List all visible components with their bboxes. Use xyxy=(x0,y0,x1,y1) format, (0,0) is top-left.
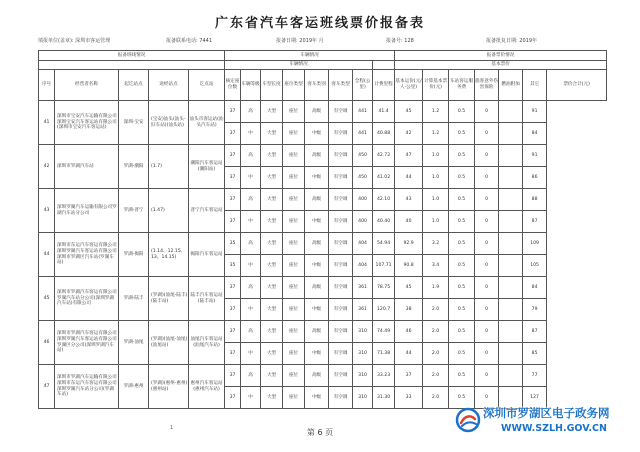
cell-level: 高 xyxy=(241,321,261,343)
row-company: 深圳市罗湖汽车客运有限公司罗湖汽车站分公司(深圳罗湖汽车站)有限公司 xyxy=(55,277,119,321)
cell-mileage: 310 xyxy=(353,343,373,365)
cell-type: 大型 xyxy=(261,189,283,211)
cell-level: 高 xyxy=(241,365,261,387)
cell-dist: 78.75 xyxy=(373,277,395,299)
cell-fuel: 0 xyxy=(475,387,499,409)
cell-seats: 37 xyxy=(225,365,241,387)
cell-mileage: 361 xyxy=(353,277,373,299)
col-dist: 计费里程 xyxy=(373,70,395,101)
cell-aircon: 有空调 xyxy=(329,387,353,409)
cell-seat-type: 座位 xyxy=(283,211,305,233)
cell-station-fee: 1.2 xyxy=(423,123,449,145)
cell-aircon: 有空调 xyxy=(329,101,353,123)
cell-dist: 40.88 xyxy=(373,123,395,145)
cell-aircon: 有空调 xyxy=(329,233,353,255)
cell-dist: 42.72 xyxy=(373,145,395,167)
cell-other xyxy=(499,233,523,255)
cell-seats: 37 xyxy=(225,321,241,343)
cell-dist: 40.40 xyxy=(373,211,395,233)
cell-aircon: 有空调 xyxy=(329,277,353,299)
cell-base-fare: 33 xyxy=(395,387,423,409)
cell-aircon: 有空调 xyxy=(329,123,353,145)
cell-other xyxy=(499,365,523,387)
row-terminal: 汕头市客运站(汕头汽车站) xyxy=(189,101,225,145)
col-category: 客车类别 xyxy=(305,70,329,101)
cell-insurance: 0.5 xyxy=(449,255,475,277)
cell-other xyxy=(499,255,523,277)
cell-aircon: 有空调 xyxy=(329,299,353,321)
cell-fuel: 0 xyxy=(475,343,499,365)
cell-dist: 31.30 xyxy=(373,387,395,409)
row-seq: 47 xyxy=(39,365,55,409)
row-company: 深圳市东运汽车客运有限公司深圳罗湖汽车客运站有限公司深圳市罗湖区汽车站(罗湖车站) xyxy=(55,233,119,277)
col-fuel: 燃油附加 xyxy=(499,70,523,101)
row-stops: (1.14、12.15、13、14.15) xyxy=(149,233,189,277)
col-insurance: 旅客意外伤害保险 xyxy=(475,70,499,101)
cell-other xyxy=(499,101,523,123)
cell-total: 79 xyxy=(523,299,547,321)
cell-kind: 中级 xyxy=(305,211,329,233)
row-origin: 深圳-宝安 xyxy=(119,101,149,145)
cell-seats: 37 xyxy=(225,167,241,189)
cell-type: 大型 xyxy=(261,321,283,343)
col-other: 其它 xyxy=(523,70,547,101)
page-tick: 1 xyxy=(170,425,174,431)
cell-seat-type: 座位 xyxy=(283,145,305,167)
cell-insurance: 0.5 xyxy=(449,387,475,409)
cell-mileage: 450 xyxy=(353,145,373,167)
cell-type: 大型 xyxy=(261,211,283,233)
table-row xyxy=(39,321,607,343)
cell-base-fare: 43 xyxy=(395,189,423,211)
cell-seats: 37 xyxy=(225,189,241,211)
cell-station-fee: 2.0 xyxy=(423,299,449,321)
cell-other xyxy=(499,189,523,211)
cell-kind: 高级 xyxy=(305,365,329,387)
cell-insurance: 0.5 xyxy=(449,123,475,145)
cell-total: 84 xyxy=(523,277,547,299)
cell-total: 91 xyxy=(523,145,547,167)
col-class: 车辆等级 xyxy=(241,70,261,101)
cell-fuel: 0 xyxy=(475,233,499,255)
header-left-group: 报备班线情况 xyxy=(39,51,225,61)
cell-aircon: 有空调 xyxy=(329,343,353,365)
cell-insurance: 0.5 xyxy=(449,365,475,387)
cell-station-fee: 3.2 xyxy=(423,233,449,255)
cell-kind: 中级 xyxy=(305,343,329,365)
cell-other xyxy=(499,211,523,233)
cell-type: 大型 xyxy=(261,365,283,387)
row-origin: 罗湖-汕尾 xyxy=(119,321,149,365)
cell-dist: 41.4 xyxy=(373,101,395,123)
row-origin: 罗湖-潮阳 xyxy=(119,145,149,189)
watermark-site-url: WWW.SZLH.GOV.CN xyxy=(501,423,607,434)
cell-fuel: 0 xyxy=(475,189,499,211)
watermark-site-name: 深圳市罗湖区电子政务网 xyxy=(483,406,610,420)
cell-station-fee: 1.2 xyxy=(423,101,449,123)
col-seat-type: 座位类型 xyxy=(283,70,305,101)
cell-station-fee: 1.0 xyxy=(423,145,449,167)
cell-station-fee: 1.0 xyxy=(423,167,449,189)
cell-other xyxy=(499,343,523,365)
cell-seat-type: 座位 xyxy=(283,233,305,255)
cell-seat-type: 座位 xyxy=(283,299,305,321)
cell-seat-type: 座位 xyxy=(283,365,305,387)
cell-base-fare: 46 xyxy=(395,321,423,343)
cell-base-fare: 44 xyxy=(395,167,423,189)
col-terminal: 讫点站 xyxy=(189,70,225,101)
header-fare-group: 基本票价 xyxy=(395,61,607,70)
cell-insurance: 0.5 xyxy=(449,211,475,233)
row-origin: 罗湖-惠州 xyxy=(119,365,149,409)
cell-level: 中 xyxy=(241,255,261,277)
page-number: 第 6 页 xyxy=(306,428,334,437)
cell-total: 87 xyxy=(523,321,547,343)
cell-mileage: 404 xyxy=(353,233,373,255)
cell-level: 高 xyxy=(241,189,261,211)
col-type: 客车类型 xyxy=(329,70,353,101)
row-stops: (罗湖)(汕尾-陆丰)(陆丰站) xyxy=(149,277,189,321)
cell-insurance: 0.5 xyxy=(449,145,475,167)
cell-type: 大型 xyxy=(261,145,283,167)
col-origin: 起讫站点 xyxy=(119,70,149,101)
row-seq: 42 xyxy=(39,145,55,189)
cell-mileage: 441 xyxy=(353,123,373,145)
cell-base-fare: 45 xyxy=(395,277,423,299)
cell-base-fare: 44 xyxy=(395,343,423,365)
cell-type: 大型 xyxy=(261,387,283,409)
cell-dist: 107.71 xyxy=(373,255,395,277)
cell-fuel: 0 xyxy=(475,167,499,189)
row-stops: (罗湖)(惠州-惠州)(惠州站) xyxy=(149,365,189,409)
cell-seat-type: 座位 xyxy=(283,277,305,299)
col-seats: 核定座位数 xyxy=(225,70,241,101)
cell-aircon: 有空调 xyxy=(329,321,353,343)
cell-mileage: 310 xyxy=(353,365,373,387)
row-company: 深圳市罗湖汽车站 xyxy=(55,145,119,189)
cell-seat-type: 座位 xyxy=(283,321,305,343)
cell-dist: 42.10 xyxy=(373,189,395,211)
cell-base-fare: 47 xyxy=(395,145,423,167)
row-terminal: 潮阳汽车客运站(潮阳站) xyxy=(189,145,225,189)
col-mileage: 全程(公里) xyxy=(353,70,373,101)
cell-level: 高 xyxy=(241,101,261,123)
cell-base-fare: 37 xyxy=(395,365,423,387)
cell-seats: 35 xyxy=(225,233,241,255)
cell-fuel: 0 xyxy=(475,123,499,145)
row-stops: (1.7) xyxy=(149,145,189,189)
cell-kind: 高级 xyxy=(305,189,329,211)
cell-total: 109 xyxy=(523,233,547,255)
cell-seats: 37 xyxy=(225,277,241,299)
row-terminal: 汕尾汽车客运站(汕尾汽车站) xyxy=(189,321,225,365)
row-origin: 罗湖-揭阳 xyxy=(119,233,149,277)
cell-total: 88 xyxy=(523,189,547,211)
approval-number: 报备号: 128 xyxy=(386,38,414,44)
cell-station-fee: 1.0 xyxy=(423,189,449,211)
cell-station-fee: 2.0 xyxy=(423,387,449,409)
table-row xyxy=(39,233,607,255)
cell-fuel: 0 xyxy=(475,321,499,343)
fill-unit: 填报单位(盖章): 深圳市客运管理 xyxy=(38,38,111,44)
cell-type: 大型 xyxy=(261,343,283,365)
cell-total: 86 xyxy=(523,167,547,189)
report-date: 报备日期: 2019年 月 xyxy=(276,38,324,44)
gov-logo-icon xyxy=(455,407,481,433)
cell-insurance: 0.5 xyxy=(449,299,475,321)
cell-kind: 中级 xyxy=(305,299,329,321)
cell-level: 中 xyxy=(241,167,261,189)
cell-base-fare: 45 xyxy=(395,101,423,123)
row-company: 深圳市宝安汽车运输有限公司深圳宝安汽车客运站有限公司(深圳市宝安汽车客运站) xyxy=(55,101,119,145)
cell-level: 高 xyxy=(241,277,261,299)
cell-insurance: 0.5 xyxy=(449,189,475,211)
cell-fuel: 0 xyxy=(475,365,499,387)
cell-fuel: 0 xyxy=(475,101,499,123)
row-terminal: 惠州汽车客运站(惠州汽车站) xyxy=(189,365,225,409)
cell-type: 大型 xyxy=(261,101,283,123)
cell-dist: 54.94 xyxy=(373,233,395,255)
cell-total: 85 xyxy=(523,343,547,365)
cell-kind: 高级 xyxy=(305,145,329,167)
col-base-rate: 基本运价(元/人·公里) xyxy=(395,70,423,101)
cell-type: 大型 xyxy=(261,277,283,299)
col-total: 票价合计(元) xyxy=(547,70,607,101)
cell-insurance: 0.5 xyxy=(449,321,475,343)
cell-seat-type: 座位 xyxy=(283,167,305,189)
cell-station-fee: 1.9 xyxy=(423,277,449,299)
cell-total: 91 xyxy=(523,101,547,123)
cell-mileage: 450 xyxy=(353,167,373,189)
cell-seats: 37 xyxy=(225,299,241,321)
row-company: 深圳市罗湖汽车运输有限公司深圳市东运汽车客运有限公司深圳罗湖汽车站分公司(罗湖车站) xyxy=(55,365,119,409)
cell-other xyxy=(499,321,523,343)
header-right-group: 报备票价情况 xyxy=(395,51,607,61)
row-seq: 41 xyxy=(39,101,55,145)
cell-mileage: 361 xyxy=(353,299,373,321)
fare-table xyxy=(38,50,607,409)
row-origin: 罗湖-陆丰 xyxy=(119,277,149,321)
cell-kind: 中级 xyxy=(305,167,329,189)
cell-type: 大型 xyxy=(261,167,283,189)
cell-dist: 71.38 xyxy=(373,343,395,365)
row-terminal: 普宁汽车客运站 xyxy=(189,189,225,233)
row-seq: 43 xyxy=(39,189,55,233)
cell-fuel: 0 xyxy=(475,255,499,277)
cell-type: 大型 xyxy=(261,255,283,277)
row-stops: (1.47) xyxy=(149,189,189,233)
cell-kind: 中级 xyxy=(305,255,329,277)
cell-aircon: 有空调 xyxy=(329,211,353,233)
cell-station-fee: 3.4 xyxy=(423,255,449,277)
cell-base-fare: 38 xyxy=(395,299,423,321)
cell-aircon: 有空调 xyxy=(329,189,353,211)
cell-seat-type: 座位 xyxy=(283,343,305,365)
cell-kind: 中级 xyxy=(305,123,329,145)
cell-seats: 37 xyxy=(225,343,241,365)
cell-dist: 33.23 xyxy=(373,365,395,387)
row-seq: 46 xyxy=(39,321,55,365)
cell-base-fare: 90.8 xyxy=(395,255,423,277)
cell-kind: 高级 xyxy=(305,233,329,255)
cell-mileage: 404 xyxy=(353,255,373,277)
cell-station-fee: 2.0 xyxy=(423,321,449,343)
cell-dist: 120.7 xyxy=(373,299,395,321)
cell-seat-type: 座位 xyxy=(283,387,305,409)
cell-seat-type: 座位 xyxy=(283,255,305,277)
cell-base-fare: 92.9 xyxy=(395,233,423,255)
cell-level: 中 xyxy=(241,123,261,145)
site-watermark xyxy=(455,403,637,447)
table-row xyxy=(39,145,607,167)
page-title: 广东省汽车客运班线票价报备表 xyxy=(214,16,425,31)
row-terminal: 揭阳汽车客运站 xyxy=(189,233,225,277)
row-seq: 45 xyxy=(39,277,55,321)
cell-kind: 高级 xyxy=(305,321,329,343)
cell-total: 84 xyxy=(523,123,547,145)
cell-fuel: 0 xyxy=(475,299,499,321)
row-company: 深圳罗湖汽车运输有限公司罗湖汽车站分公司 xyxy=(55,189,119,233)
fare-table-container xyxy=(38,50,606,409)
table-row xyxy=(39,365,607,387)
row-seq: 44 xyxy=(39,233,55,277)
cell-total: 127 xyxy=(523,387,547,409)
cell-level: 中 xyxy=(241,387,261,409)
cell-other xyxy=(499,123,523,145)
filed-date: 报备批复日期: 2019年 xyxy=(486,38,537,44)
cell-insurance: 0.5 xyxy=(449,343,475,365)
cell-aircon: 有空调 xyxy=(329,255,353,277)
cell-seats: 37 xyxy=(225,211,241,233)
cell-fuel: 0 xyxy=(475,211,499,233)
cell-insurance: 0.5 xyxy=(449,277,475,299)
cell-mileage: 310 xyxy=(353,387,373,409)
cell-type: 大型 xyxy=(261,123,283,145)
cell-base-fare: 40 xyxy=(395,211,423,233)
header-vehicle: 车辆情况 xyxy=(225,61,373,70)
cell-seats: 37 xyxy=(225,387,241,409)
cell-station-fee: 2.0 xyxy=(423,343,449,365)
col-stops: 途经站点 xyxy=(149,70,189,101)
cell-seat-type: 座位 xyxy=(283,123,305,145)
col-station-fee: 车站客运服务费 xyxy=(449,70,475,101)
contact-phone: 报备联系电话: 7441 xyxy=(166,38,212,44)
cell-level: 中 xyxy=(241,343,261,365)
cell-level: 中 xyxy=(241,299,261,321)
cell-type: 大型 xyxy=(261,233,283,255)
cell-seat-type: 座位 xyxy=(283,101,305,123)
header-mid-group: 车辆情况 xyxy=(225,51,395,61)
cell-dist: 74.49 xyxy=(373,321,395,343)
cell-type: 大型 xyxy=(261,299,283,321)
cell-station-fee: 1.0 xyxy=(423,211,449,233)
row-terminal: 陆丰汽车客运站(陆丰站) xyxy=(189,277,225,321)
table-row xyxy=(39,277,607,299)
cell-other xyxy=(499,277,523,299)
cell-base-fare: 42 xyxy=(395,123,423,145)
cell-level: 高 xyxy=(241,145,261,167)
cell-level: 中 xyxy=(241,211,261,233)
cell-insurance: 0.5 xyxy=(449,167,475,189)
cell-mileage: 310 xyxy=(353,321,373,343)
cell-other xyxy=(499,145,523,167)
col-company: 经营者名称 xyxy=(55,70,119,101)
cell-level: 高 xyxy=(241,233,261,255)
cell-other xyxy=(499,167,523,189)
col-seq: 序号 xyxy=(39,70,55,101)
cell-insurance: 0.5 xyxy=(449,101,475,123)
cell-mileage: 400 xyxy=(353,211,373,233)
cell-fuel: 0 xyxy=(475,145,499,167)
cell-mileage: 400 xyxy=(353,189,373,211)
cell-total: 87 xyxy=(523,211,547,233)
cell-insurance: 0.5 xyxy=(449,233,475,255)
row-origin: 罗湖-普宁 xyxy=(119,189,149,233)
cell-total: 105 xyxy=(523,255,547,277)
table-row xyxy=(39,189,607,211)
cell-seats: 37 xyxy=(225,145,241,167)
table-row xyxy=(39,101,607,123)
cell-seats: 35 xyxy=(225,255,241,277)
cell-seats: 37 xyxy=(225,123,241,145)
row-stops: (宝安)汕头(汕头-旧车站)(汕头站) xyxy=(149,101,189,145)
cell-kind: 中级 xyxy=(305,387,329,409)
cell-aircon: 有空调 xyxy=(329,365,353,387)
cell-kind: 高级 xyxy=(305,101,329,123)
cell-seat-type: 座位 xyxy=(283,189,305,211)
cell-aircon: 有空调 xyxy=(329,145,353,167)
form-meta xyxy=(38,37,606,46)
cell-kind: 高级 xyxy=(305,277,329,299)
cell-aircon: 有空调 xyxy=(329,167,353,189)
cell-total: 77 xyxy=(523,365,547,387)
col-length: 车型长度 xyxy=(261,70,283,101)
cell-dist: 41.02 xyxy=(373,167,395,189)
cell-seats: 37 xyxy=(225,101,241,123)
row-stops: (罗湖)(汕尾-汕尾)(汕尾站) xyxy=(149,321,189,365)
cell-station-fee: 2.0 xyxy=(423,365,449,387)
col-rate-note: 计算基本票价(元) xyxy=(423,70,449,101)
cell-other xyxy=(499,299,523,321)
cell-fuel: 0 xyxy=(475,277,499,299)
cell-mileage: 441 xyxy=(353,101,373,123)
row-company: 深圳市罗湖汽车客运有限公司深圳罗湖汽车客运站有限公司罗湖区分公司(深圳罗湖汽车站) xyxy=(55,321,119,365)
